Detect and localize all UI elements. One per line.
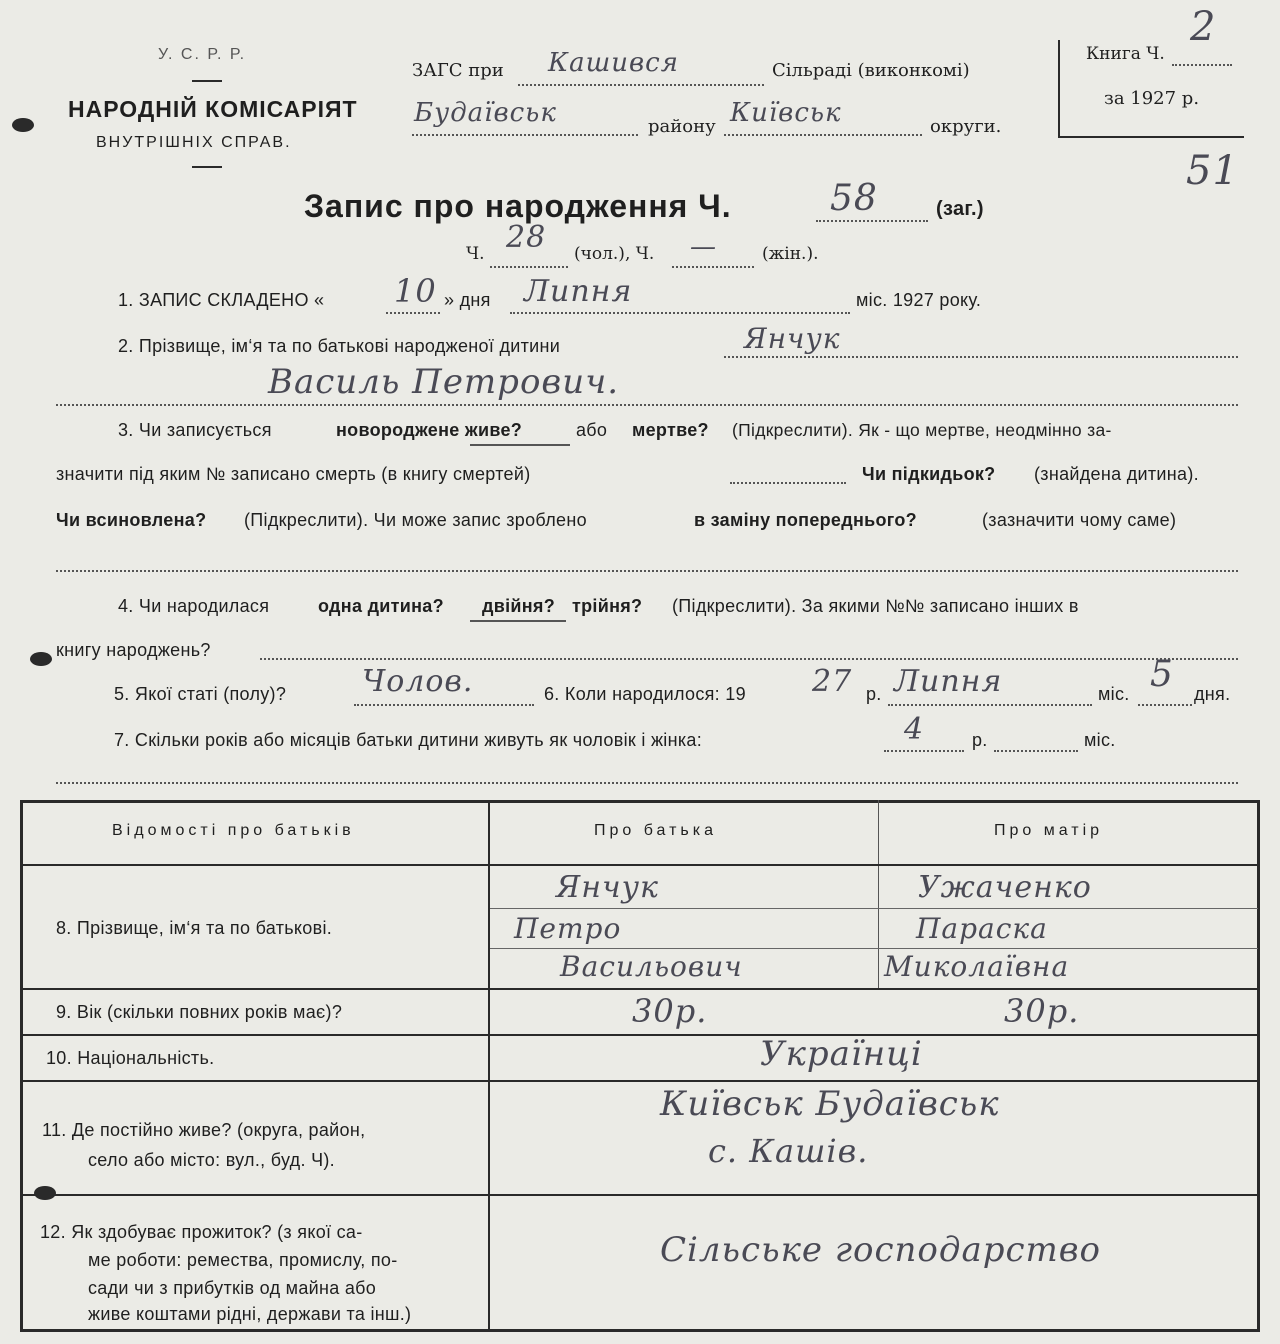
- zhin-dotted: [672, 266, 754, 268]
- item6-day-handwritten: 5: [1150, 654, 1174, 695]
- item3-line1-e: (Підкреслити). Як - що мертве, неодмінно за-: [732, 420, 1112, 440]
- row8-mother-patronymic: Миколаївна: [884, 950, 1070, 983]
- item3-dotted-line: [56, 570, 1238, 572]
- row12-label-1: 12. Як здобуває прожиток? (з якої са-: [40, 1222, 363, 1242]
- table-header-bottom: [20, 864, 1260, 866]
- table-row9-bottom: [20, 1034, 1260, 1036]
- table-row11-bottom: [20, 1194, 1260, 1196]
- item4-a: 4. Чи народилася: [118, 596, 270, 616]
- item1-month-handwritten: Липня: [524, 274, 633, 309]
- zags-handwritten: Кашився: [548, 48, 679, 78]
- item1-month-dotted: [510, 312, 850, 314]
- item1-prefix: 1. ЗАПИС СКЛАДЕНО «: [118, 290, 325, 310]
- table-bottom: [20, 1329, 1260, 1332]
- punch-hole-bottom: [34, 1186, 56, 1200]
- item3-or: або: [576, 420, 608, 440]
- item7-months-label: міс.: [1084, 730, 1116, 750]
- item5-handwritten: Чолов.: [362, 664, 474, 699]
- zhin-handwritten: —: [690, 232, 717, 262]
- row11-label-2: село або місто: вул., буд. Ч).: [88, 1150, 335, 1170]
- item5-dotted: [354, 704, 534, 706]
- rayon-dotted: [412, 134, 638, 136]
- book-label: Книга Ч.: [1086, 44, 1165, 64]
- item3-line2-a: значити під яким № записано смерть (в книгу смертей): [56, 464, 531, 484]
- header-divider-2: [192, 166, 222, 168]
- row8-father-patronymic: Васильович: [560, 950, 743, 983]
- record-title: Запис про народження Ч.: [304, 188, 732, 224]
- item5-label: 5. Якої статі (полу)?: [114, 684, 287, 704]
- title-number-dotted: [816, 220, 928, 222]
- item4-triplets: трійня?: [572, 596, 643, 616]
- okruha-dotted: [724, 134, 922, 136]
- item7-months-dotted: [994, 750, 1078, 752]
- table-col1: [488, 800, 490, 1332]
- item2-handwritten-1: Янчук: [744, 322, 841, 355]
- item3-adopted: Чи всиновлена?: [56, 510, 207, 530]
- item4-one-child: одна дитина?: [318, 596, 444, 616]
- item3-dead-option: мертве?: [632, 420, 709, 440]
- year-label: за 1927 р.: [1104, 88, 1200, 109]
- row11-label-1: 11. Де постійно живе? (округа, район,: [42, 1120, 366, 1140]
- item6-year-handwritten: 27: [812, 664, 853, 699]
- item6-month-dotted: [888, 704, 1092, 706]
- item1-day-dotted: [386, 312, 440, 314]
- table-header-mother: Про матір: [994, 822, 1104, 839]
- zags-suffix: Сільраді (виконкомі): [772, 60, 970, 81]
- item7-dotted-line: [56, 782, 1238, 784]
- item4-twins-underline: [470, 620, 566, 622]
- table-header-father: Про батька: [594, 822, 717, 839]
- item3-alive-option: новороджене живе?: [336, 420, 523, 440]
- zags-prefix: ЗАГС при: [412, 60, 504, 81]
- table-row8-sub2: [490, 948, 1258, 949]
- row12-label-4: живе коштами рідні, держави та інш.): [88, 1304, 412, 1324]
- rayon-handwritten: Будаївськ: [414, 98, 557, 128]
- punch-hole-middle: [30, 652, 52, 666]
- row8-father-name: Петро: [514, 912, 622, 945]
- book-box-bottom: [1058, 136, 1244, 138]
- ch-label: Ч.: [466, 244, 485, 264]
- item3-line3-d: (зазначити чому саме): [982, 510, 1177, 530]
- row9-father-age: 30р.: [632, 992, 708, 1030]
- item3-foundling: Чи підкидьок?: [862, 464, 996, 484]
- table-row8-bottom: [20, 988, 1260, 990]
- item2-handwritten-2: Василь Петрович.: [268, 362, 620, 402]
- item3-alive-underline: [470, 444, 570, 446]
- book-handwritten: 2: [1190, 4, 1217, 50]
- row8-mother-surname: Ужаченко: [918, 870, 1092, 905]
- title-zag: (заг.): [936, 198, 984, 220]
- item1-day-label: » дня: [444, 290, 491, 310]
- row9-mother-age: 30р.: [1004, 992, 1080, 1030]
- header-divider: [192, 80, 222, 82]
- item1-day-handwritten: 10: [394, 272, 437, 310]
- chol-label: (чол.), Ч.: [574, 244, 655, 264]
- row12-livelihood: Сільське господарство: [660, 1230, 1102, 1270]
- item7-years-label: р.: [972, 730, 988, 750]
- item6-month-handwritten: Липня: [894, 664, 1003, 699]
- usrr-label: У. С. Р. Р.: [158, 46, 247, 63]
- table-col2: [878, 800, 879, 990]
- item4-dotted: [260, 658, 1238, 660]
- item7-label: 7. Скільки років або місяців батьки дитини живуть як чоловік і жінка:: [114, 730, 703, 750]
- item6-month-label: міс.: [1098, 684, 1130, 704]
- item4-e: (Підкреслити). За якими №№ записано інших в: [672, 596, 1079, 616]
- item3-death-dotted: [730, 482, 846, 484]
- table-header-parents: Відомості про батьків: [112, 822, 355, 839]
- item3-line1-a: 3. Чи записується: [118, 420, 272, 440]
- book-dotted: [1172, 64, 1232, 66]
- table-top: [20, 800, 1260, 803]
- item2-dotted-2: [56, 404, 1238, 406]
- item6-year-suffix: р.: [866, 684, 882, 704]
- item6-day-label: дня.: [1194, 684, 1231, 704]
- row10-nationality: Українці: [760, 1034, 923, 1074]
- ch-dotted: [490, 266, 568, 268]
- item1-suffix: міс. 1927 року.: [856, 290, 982, 310]
- row11-place-2: с. Кашів.: [708, 1132, 869, 1170]
- table-left: [20, 800, 23, 1332]
- row8-mother-name: Параска: [916, 912, 1048, 945]
- table-right: [1257, 800, 1260, 1332]
- table-row8-sub1: [490, 908, 1258, 909]
- row8-label: 8. Прізвище, ім‘я та по батькові.: [56, 918, 333, 938]
- item4-twins: двійня?: [482, 596, 556, 616]
- title-number-handwritten: 58: [830, 178, 878, 219]
- row10-label: 10. Національність.: [46, 1048, 215, 1068]
- item7-years-dotted: [884, 750, 964, 752]
- row8-father-surname: Янчук: [556, 870, 659, 905]
- margin-number: 51: [1186, 148, 1239, 194]
- row11-place-1: Київськ Будаївськ: [660, 1084, 1000, 1124]
- item3-foundling-note: (знайдена дитина).: [1034, 464, 1199, 484]
- punch-hole-top: [12, 118, 34, 132]
- okruha-label: округи.: [930, 116, 1002, 137]
- zags-dotted: [518, 84, 764, 86]
- item2-label: 2. Прізвище, ім‘я та по батькові народженої дитини: [118, 336, 561, 356]
- item4-f: книгу народжень?: [56, 640, 211, 660]
- commissariat-title: НАРОДНІЙ КОМІСАРІЯТ: [68, 96, 358, 122]
- internal-affairs-label: ВНУТРІШНІХ СПРАВ.: [96, 134, 292, 151]
- row9-label: 9. Вік (скільки повних років має)?: [56, 1002, 343, 1022]
- item7-handwritten: 4: [904, 712, 925, 747]
- item2-dotted: [724, 356, 1238, 358]
- book-box-left: [1058, 40, 1060, 138]
- item6-day-dotted: [1138, 704, 1192, 706]
- item3-line3-b: (Підкреслити). Чи може запис зроблено: [244, 510, 587, 530]
- zhin-label: (жін.).: [762, 244, 819, 264]
- okruha-handwritten: Київськ: [730, 98, 842, 128]
- rayon-label: району: [648, 116, 716, 137]
- item6-label: 6. Коли народилося: 19: [544, 684, 746, 704]
- table-row10-bottom: [20, 1080, 1260, 1082]
- item3-replacement: в заміну попереднього?: [694, 510, 917, 530]
- row12-label-2: ме роботи: ремества, промислу, по-: [88, 1250, 398, 1270]
- ch-handwritten: 28: [506, 220, 547, 255]
- row12-label-3: сади чи з прибутків од майна або: [88, 1278, 377, 1298]
